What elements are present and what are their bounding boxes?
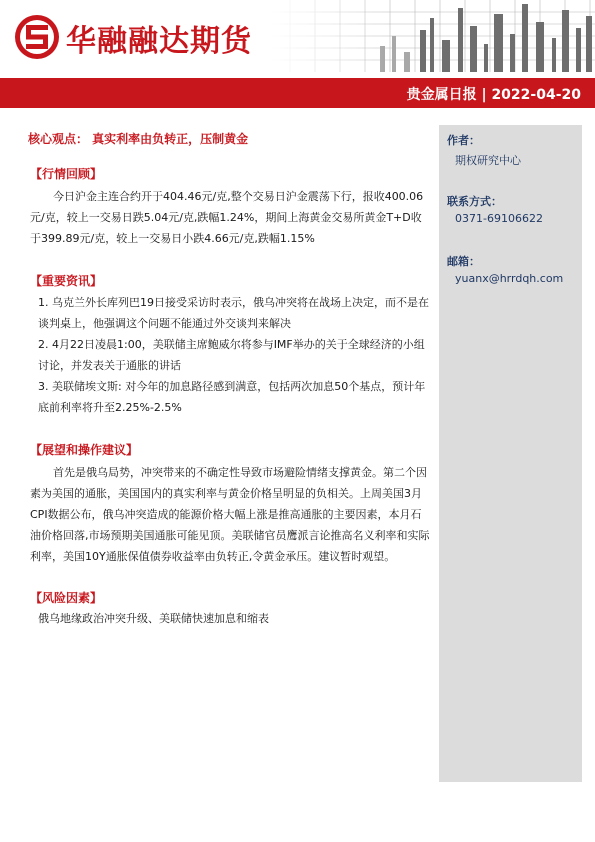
report-title-bar <box>0 78 595 108</box>
risk-text: 俄乌地缘政治冲突升级、美联储快速加息和缩表 <box>38 612 269 625</box>
email-value[interactable]: yuanx@hrrdqh.com <box>455 272 564 285</box>
market-review-title: 【行情回顾】 <box>30 167 103 181</box>
news-item-2: 2. 4月22日凌晨1:00，美联储主席鲍威尔将参与IMF举办的关于全球经济的小组讨论，并发表关于通胀的讲话 <box>38 338 425 372</box>
outlook-title: 【展望和操作建议】 <box>30 443 139 457</box>
news-item-3: 3. 美联储埃文斯: 对今年的加息路径感到满意，包括两次加息50个基点，预计年底前利率将升至2.25%-2.5% <box>38 380 426 414</box>
email-label: 邮箱： <box>447 255 480 268</box>
risk-title: 【风险因素】 <box>30 591 103 605</box>
contact-label: 联系方式： <box>447 195 502 208</box>
contact-value: 0371-69106622 <box>455 212 543 225</box>
core-view: 核心观点： 真实利率由负转正，压制黄金 <box>28 132 249 146</box>
company-logo-icon <box>14 14 60 60</box>
news-title: 【重要资讯】 <box>30 274 103 288</box>
market-review-text: 今日沪金主连合约开于404.46元/克,整个交易日沪金震荡下行，报收400.06元/克，较上一交易日跌5.04元/克,跌幅1.24%，期间上海黄金交易所黄金T+D收于399.89元/克，较上一交易日小跌4.66元/克,跌幅1.15% <box>30 190 424 245</box>
header-decorative-pattern <box>270 0 595 72</box>
author-label: 作者： <box>447 134 480 147</box>
sidebar <box>439 125 582 782</box>
news-item-1: 1. 乌克兰外长库列巴19日接受采访时表示，俄乌冲突将在战场上决定，而不是在谈判桌上，他强调这个问题不能通过外交谈判来解决 <box>38 296 429 330</box>
report-header <box>0 0 595 78</box>
company-name: 华融融达期货 <box>66 24 252 59</box>
author-value: 期权研究中心 <box>455 154 521 167</box>
outlook-text: 首先是俄乌局势，冲突带来的不确定性导致市场避险情绪支撑黄金。第二个因素为美国的通胀，美国国内的真实利率与黄金价格呈明显的负相关。上周美国3月CPI数据公布，俄乌冲突造成的能源价格大幅上涨是推高通胀的主要因素，本月石油价格回落,市场预期美国通胀可能见顶。美联储官员鹰派言论推高名义利率和实际利率，美国10Y通胀保值债券收益率由负转正,令黄金承压。建议暂时观望。 <box>30 466 430 563</box>
report-title: 贵金属日报 | 2022-04-20 <box>406 87 581 103</box>
